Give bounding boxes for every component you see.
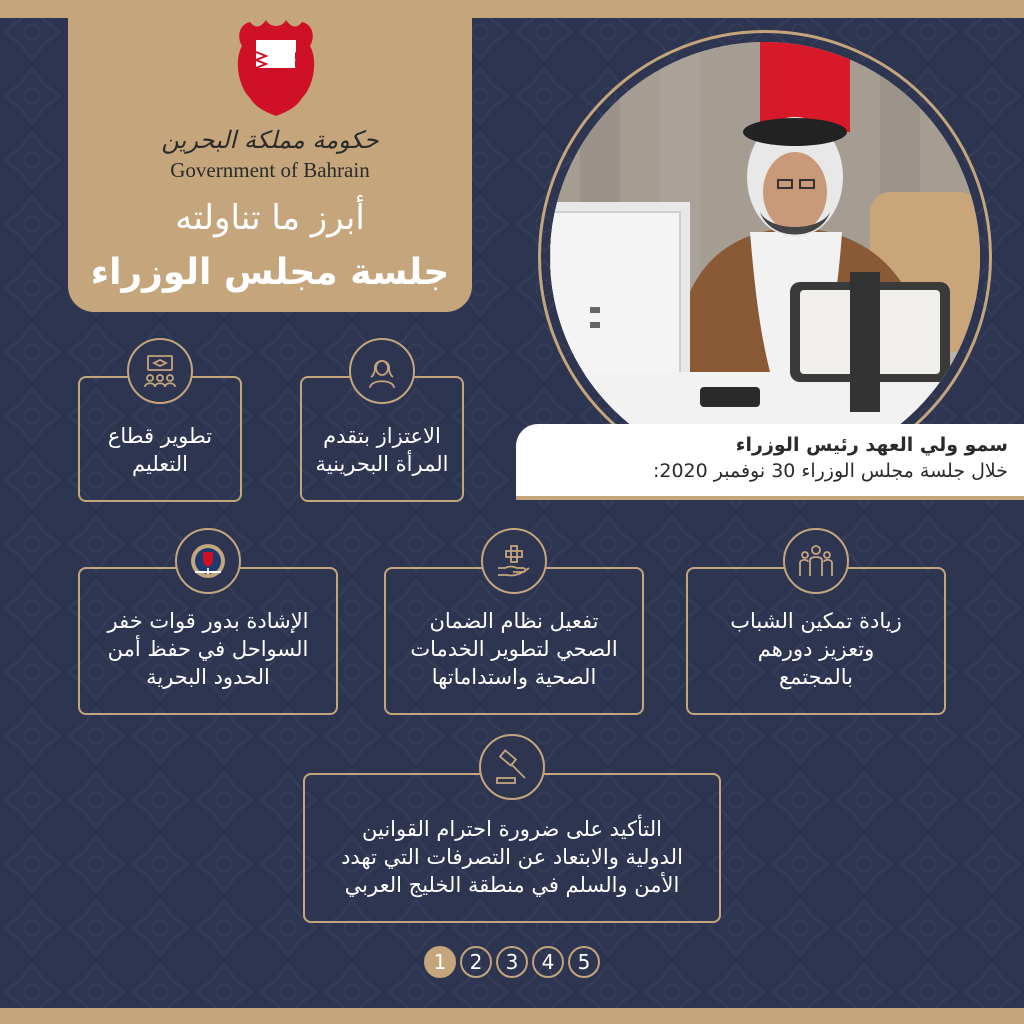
card-youth-line2: وتعزيز دورهم <box>757 637 875 661</box>
card-youth-line3: بالمجتمع <box>779 665 853 689</box>
pagination <box>420 946 604 982</box>
card-education-line2: التعليم <box>132 452 188 476</box>
card-health-line1: تفعيل نظام الضمان <box>429 609 599 633</box>
health-care-icon <box>481 528 547 594</box>
government-english-logotype: Government of Bahrain <box>170 158 370 182</box>
card-coast-guard-line3: الحدود البحرية <box>146 665 270 689</box>
page-1-button[interactable]: 1 <box>424 946 456 978</box>
classroom-icon <box>127 338 193 404</box>
card-law-line1: التأكيد على ضرورة احترام القوانين <box>362 817 662 841</box>
caption-title: سمو ولي العهد رئيس الوزراء <box>735 434 1008 456</box>
woman-icon <box>349 338 415 404</box>
card-health-line3: الصحية واستداماتها <box>431 665 597 689</box>
bottom-gold-strip <box>0 1008 1024 1024</box>
page-3-button[interactable]: 3 <box>496 946 528 978</box>
card-law-line3: الأمن والسلم في منطقة الخليج العربي <box>344 873 680 897</box>
card-women-line1: الاعتزاز بتقدم <box>323 424 441 448</box>
page-title-line1: أبرز ما تناولته <box>175 198 365 238</box>
card-youth-line1: زيادة تمكين الشباب <box>730 609 902 633</box>
card-health-line2: الصحي لتطوير الخدمات <box>410 637 618 661</box>
photo-caption <box>516 424 1024 500</box>
page-title-line2: جلسة مجلس الوزراء <box>90 252 450 293</box>
page-2-button[interactable]: 2 <box>460 946 492 978</box>
card-coast-guard-line1: الإشادة بدور قوات خفر <box>107 609 309 633</box>
government-arabic-logotype: حكومة مملكة البحرين <box>161 126 379 154</box>
card-women-line2: المرأة البحرينية <box>315 452 449 476</box>
gavel-icon <box>479 734 545 800</box>
page-5-button[interactable]: 5 <box>568 946 600 978</box>
caption-subtitle: خلال جلسة مجلس الوزراء 30 نوفمبر 2020: <box>652 460 1008 482</box>
card-coast-guard-line2: السواحل في حفظ أمن <box>107 637 309 661</box>
crown-prince-photo <box>550 42 980 472</box>
card-law-line2: الدولية والابتعاد عن التصرفات التي تهدد <box>341 845 683 869</box>
bahrain-emblem-icon <box>232 16 320 120</box>
people-group-icon <box>783 528 849 594</box>
page-4-button[interactable]: 4 <box>532 946 564 978</box>
card-education-line1: تطوير قطاع <box>107 424 213 448</box>
coast-guard-emblem-icon <box>175 528 241 594</box>
